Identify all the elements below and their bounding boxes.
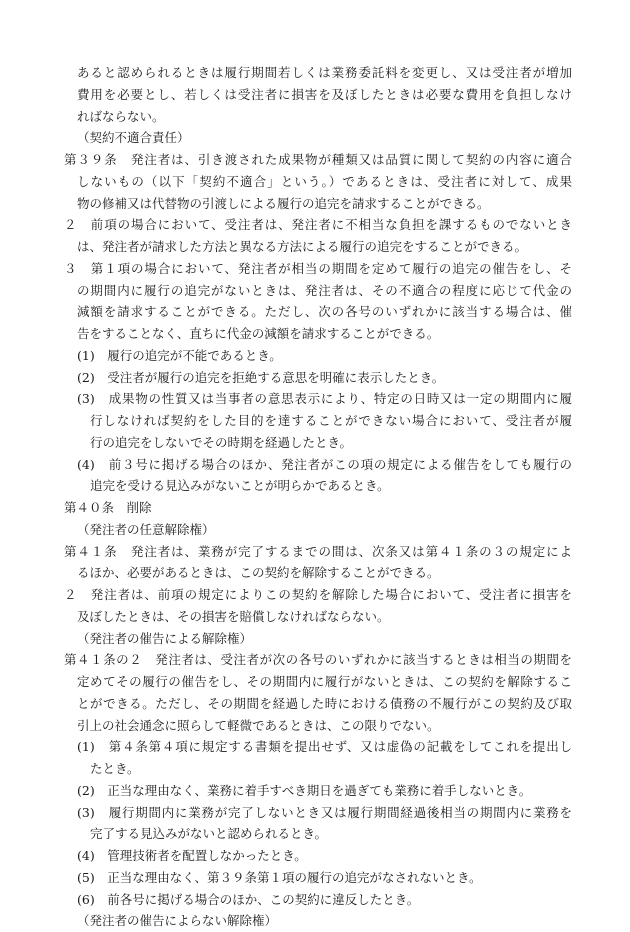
list-item: (3) 成果物の性質又は当事者の意思表示により、特定の日時又は一定の期間内に履 <box>77 391 572 407</box>
text-line: たとき。 <box>90 761 140 776</box>
text-line: 減額を請求することができる。ただし、次の各号のいずれかに該当する場合は、催 <box>77 304 572 320</box>
text-line: 及ぼしたときは、その損害を賠償しなければならない。 <box>77 608 390 624</box>
text-line: ればならない。 <box>77 108 165 124</box>
text-line: 引上の社会通念に照らして軽微であるときは、この限りでない。 <box>77 717 440 733</box>
text-line: 物の修補又は代替物の引渡しによる履行の追完を請求することができる。 <box>77 195 490 211</box>
paragraph-line: ２ 前項の場合において、受注者は、発注者に不相当な負担を課するものでないとき <box>64 217 572 233</box>
text-line: の期間内に履行の追完がないときは、発注者は、その不適合の程度に応じて代金の <box>77 282 572 298</box>
text-line: あると認められるときは履行期間若しくは業務委託料を変更し、又は受注者が増加 <box>77 65 572 80</box>
section-heading: （発注者の催告によらない解除権） <box>77 913 278 929</box>
text-line: 完了する見込みがないと認められるとき。 <box>90 826 328 842</box>
list-item: (2) 受注者が履行の追完を拒絶する意思を明確に表示したとき。 <box>77 369 445 385</box>
article-line: 第３９条 発注者は、引き渡された成果物が種類又は品質に関して契約の内容に適合 <box>64 152 572 167</box>
document-page <box>0 62 630 932</box>
list-item: (1) 第４条第４項に規定する書類を提出せず、又は虚偽の記載をしてこれを提出し <box>77 739 572 755</box>
paragraph-line: ３ 第１項の場合において、発注者が相当の期間を定めて履行の追完の催告をし、そ <box>64 260 572 276</box>
text-line: 追完を受ける見込みがないことが明らかであるとき。 <box>90 478 390 494</box>
list-item: (4) 前３号に掲げる場合のほか、発注者がこの項の規定による催告をしても履行の <box>77 456 572 472</box>
list-item: (4) 管理技術者を配置しなかったとき。 <box>77 848 307 863</box>
section-heading: （発注者の催告による解除権） <box>77 630 253 646</box>
article-line: 第４１条の２ 発注者は、受注者が次の各号のいずれかに該当するときは相当の期間を <box>64 652 572 668</box>
text-line: 行しなければ契約をした目的を達することができない場合において、受注者が履 <box>90 413 572 428</box>
list-item: (6) 前各号に掲げる場合のほか、この契約に違反したとき。 <box>77 891 420 907</box>
section-heading: （契約不適合責任） <box>77 130 190 146</box>
text-line: 告をすることなく、直ちに代金の減額を請求することができる。 <box>77 326 440 341</box>
text-line: 行の追完をしないでその時期を経過したとき。 <box>90 434 353 450</box>
list-item: (3) 履行期間内に業務が完了しないとき又は履行期間経過後相当の期間内に業務を <box>77 804 572 820</box>
text-line: は、発注者が請求した方法と異なる方法による履行の追完をすることができる。 <box>77 239 528 254</box>
paragraph-line: ２ 発注者は、前項の規定によりこの契約を解除した場合において、受注者に損害を <box>64 587 572 602</box>
list-item: (5) 正当な理由なく、第３９条第１項の履行の追完がなされないとき。 <box>77 869 482 885</box>
section-heading: （発注者の任意解除権） <box>77 521 215 537</box>
article-line: 第４０条 削除 <box>64 500 152 515</box>
list-item: (1) 履行の追完が不能であるとき。 <box>77 347 282 363</box>
text-line: るほか、必要があるときは、この契約を解除することができる。 <box>77 565 440 581</box>
text-line: 費用を必要とし、若しくは受注者に損害を及ぼしたときは必要な費用を負担しなけ <box>77 86 572 102</box>
list-item: (2) 正当な理由なく、業務に着手すべき期日を過ぎても業務に着手しないとき。 <box>77 782 532 798</box>
text-line: とができる。ただし、その期間を経過した時における債務の不履行がこの契約及び取 <box>77 695 572 711</box>
text-line: 定めてその履行の催告をし、その期間内に履行がないときは、この契約を解除するこ <box>77 674 572 689</box>
text-line: しないもの（以下「契約不適合」という。）であるときは、受注者に対して、成果 <box>77 173 572 189</box>
article-line: 第４１条 発注者は、業務が完了するまでの間は、次条又は第４１条の３の規定によ <box>64 543 572 559</box>
